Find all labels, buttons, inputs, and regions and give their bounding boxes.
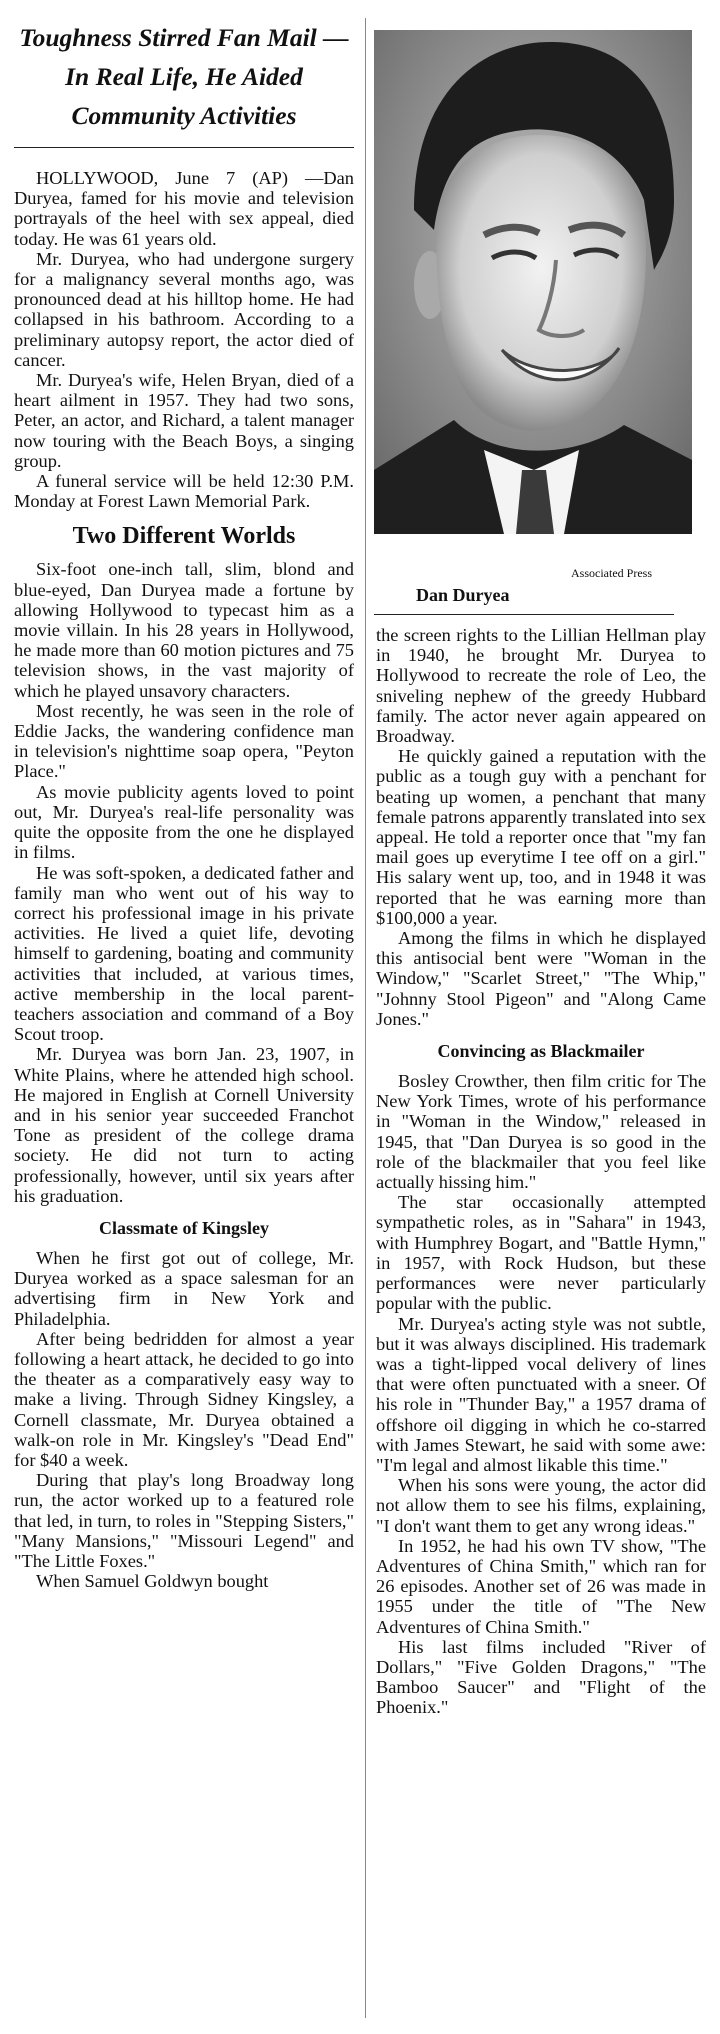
- paragraph: Mr. Duryea was born Jan. 23, 1907, in White Plains, where he attended high school. He majored in English at Cornell University and in his senior year succeeded Franchot Tone as president of the college drama society. He did not turn to acting professionally, however, until six years after his graduation.: [14, 1044, 354, 1206]
- paragraph: Most recently, he was seen in the role of Eddie Jacks, the wandering confidence man in television's nighttime soap opera, "Peyton Place.": [14, 700, 354, 782]
- paragraph: Mr. Duryea's wife, Helen Bryan, died of a heart ailment in 1957. They had two sons, Peter, an actor, and Richard, a talent manager now touring with the Beach Boys, a singing group.: [14, 370, 354, 471]
- paragraph: Mr. Duryea's acting style was not subtle, but it was always disciplined. His trademark was a tight-lipped vocal delivery of lines that were often punctuated with a sneer. Of his role in "Thunder Bay," a 1957 drama of offshore oil digging in which he co-starred with James Stewart, he said with some awe: "I'm legal and almost likable this time.": [376, 1313, 706, 1475]
- photo-block: [374, 30, 692, 615]
- article-body-part-3: [14, 1248, 354, 1591]
- portrait-photo: [374, 30, 692, 534]
- paragraph: Among the films in which he displayed this antisocial bent were "Woman in the Window," "Scarlet Street," "The Whip," "Johnny Stool Pigeon" and "Along Came Jones.": [376, 928, 706, 1029]
- column-divider: [365, 18, 366, 2018]
- paragraph: HOLLYWOOD, June 7 (AP) —Dan Duryea, famed for his movie and television portrayals of the heel with sex appeal, died today. He was 61 years old.: [14, 168, 354, 249]
- paragraph: He quickly gained a reputation with the public as a tough guy with a penchant for beating up women, a penchant that many female patrons apparently translated into sex appeal. He told a reporter once that "my fan mail goes up everytime I tee off on a girl." His salary went up, too, and in 1948 it was reported that he was earning more than $100,000 a year.: [376, 746, 706, 928]
- paragraph: the screen rights to the Lillian Hellman play in 1940, he brought Mr. Duryea to Hollywood to recreate the role of Leo, the sniveling nephew of the greedy Hubbard family. The actor never again appeared on Broadway.: [376, 625, 706, 747]
- headline: Toughness Stirred Fan Mail —In Real Life, He Aided Community Activities: [14, 18, 354, 148]
- paragraph: The star occasionally attempted sympathetic roles, as in "Sahara" in 1943, with Humphrey Bogart, and "Battle Hymn," in 1957, with Rock Hudson, but these performances were never particularly popular with the public.: [376, 1192, 706, 1314]
- article-body-part-2: [14, 559, 354, 1206]
- paragraph: His last films included "River of Dollars," "Five Golden Dragons," "The Bamboo Saucer" and "Flight of the Phoenix.": [376, 1636, 706, 1718]
- left-column: [14, 18, 354, 1591]
- paragraph: After being bedridden for almost a year following a heart attack, he decided to go into the theater as a comparatively easy way to make a living. Through Sidney Kingsley, a Cornell classmate, Mr. Duryea obtained a walk-on role in Mr. Kingsley's "Dead End" for $40 a week.: [14, 1328, 354, 1470]
- article-body-part-5: [376, 1071, 706, 1718]
- subhead-convincing-as-blackmailer: Convincing as Blackmailer: [437, 1041, 645, 1062]
- paragraph: Six-foot one-inch tall, slim, blond and blue-eyed, Dan Duryea made a fortune by allowing Hollywood to typecast him as a movie villain. In his 28 years in Hollywood, he made more than 60 motion pictures and 75 television shows, in the vast majority of which he played unsavory characters.: [14, 559, 354, 701]
- article-body-part-1: [14, 168, 354, 511]
- paragraph: When his sons were young, the actor did not allow them to see his films, explaining, "I don't want them to get any wrong ideas.": [376, 1475, 706, 1536]
- article-body-part-4: [376, 625, 706, 1029]
- photo-caption: Dan Duryea: [374, 585, 674, 615]
- paragraph: When he first got out of college, Mr. Duryea worked as a space salesman for an advertising firm in New York and Philadelphia.: [14, 1247, 354, 1329]
- photo-credit: Associated Press: [571, 566, 652, 580]
- paragraph: When Samuel Goldwyn bought: [36, 1571, 269, 1592]
- paragraph: As movie publicity agents loved to point out, Mr. Duryea's real-life personality was quite the opposite from the one he displayed in films.: [14, 781, 354, 863]
- paragraph: Bosley Crowther, then film critic for The New York Times, wrote of his performance in "Woman in the Window," released in 1945, that "Dan Duryea is so good in the role of the blackmailer that you feel like actually hissing him.": [376, 1071, 706, 1193]
- paragraph: In 1952, he had his own TV show, "The Adventures of China Smith," which ran for 26 episodes. Another set of 26 was made in 1955 under the title of "The New Adventures of China Smith.": [376, 1535, 706, 1637]
- paragraph: Mr. Duryea, who had undergone surgery for a malignancy several months ago, was pronounced dead at his hilltop home. He had collapsed in his bathroom. According to a preliminary autopsy report, the actor died of cancer.: [14, 248, 354, 370]
- paragraph: He was soft-spoken, a dedicated father and family man who went out of his way to correct his professional image in his private activities. He lived a quiet life, devoting himself to gardening, boating and community activities that included, at various times, active membership in the local parent-teachers association and command of a Boy Scout troop.: [14, 862, 354, 1045]
- subhead-two-different-worlds: Two Different Worlds: [72, 523, 296, 550]
- paragraph: A funeral service will be held 12:30 P.M. Monday at Forest Lawn Memorial Park.: [14, 471, 354, 512]
- right-column: [376, 625, 706, 1718]
- subhead-classmate-of-kingsley: Classmate of Kingsley: [99, 1217, 269, 1238]
- paragraph: During that play's long Broadway long run, the actor worked up to a featured role that led, in turn, to roles in "Stepping Sisters," "Many Mansions," "Missouri Legend" and "The Little Foxes.": [14, 1470, 354, 1571]
